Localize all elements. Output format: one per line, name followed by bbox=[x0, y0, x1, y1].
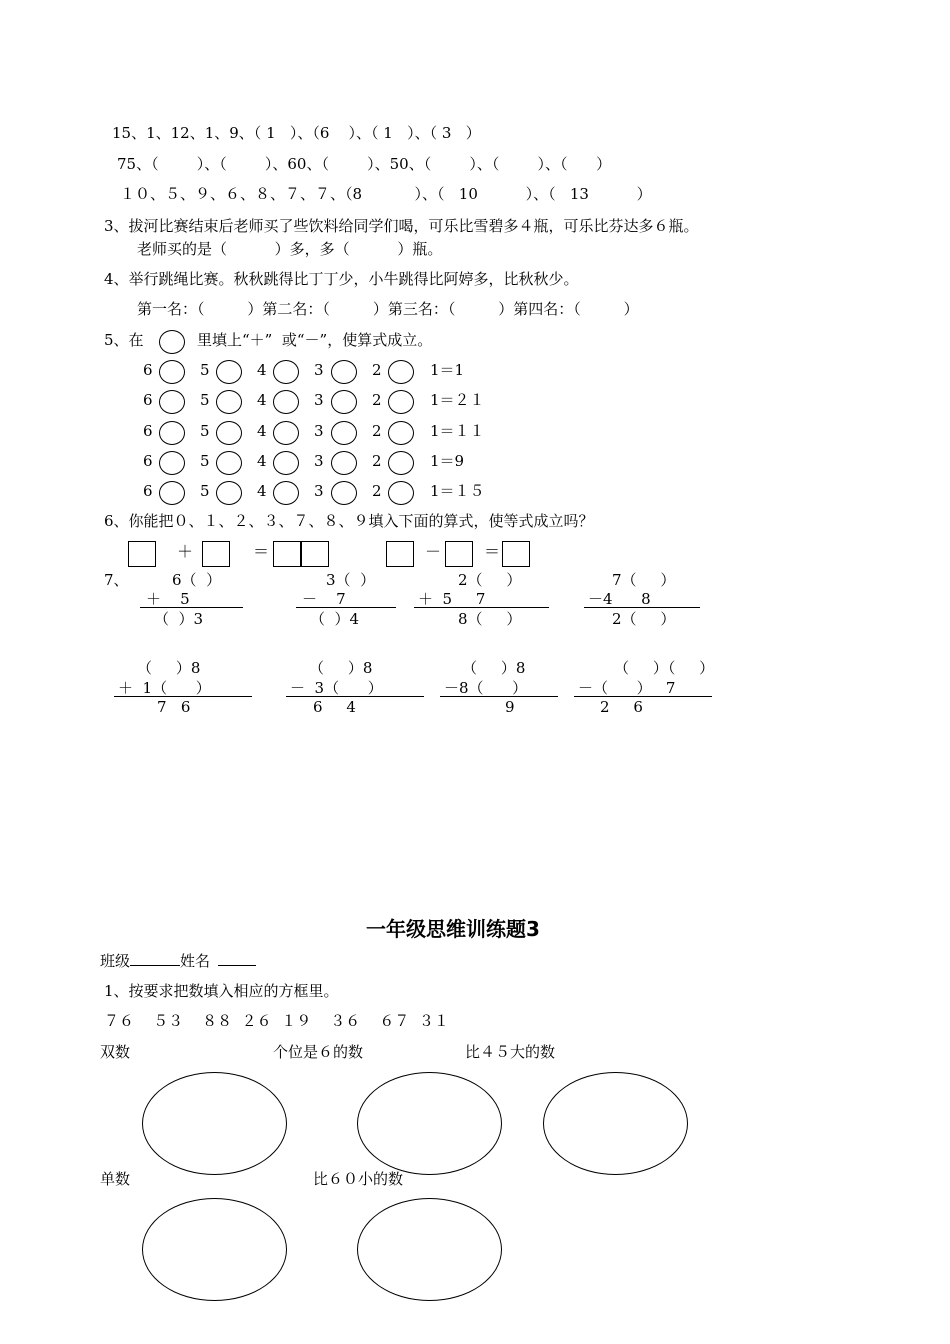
operand-number: 6 bbox=[143, 391, 153, 409]
equation-tail: 1＝１５ bbox=[430, 482, 485, 500]
operand-number: 5 bbox=[200, 482, 210, 500]
operand-number: 2 bbox=[372, 482, 382, 500]
vertical-problem-middle: ＋ 1（ ） bbox=[118, 679, 211, 697]
equation-tail: 1＝9 bbox=[430, 452, 465, 470]
operand-number: 4 bbox=[257, 391, 267, 409]
equation-tail: 1＝1 bbox=[430, 361, 465, 379]
operator-circle[interactable] bbox=[159, 421, 185, 445]
class-label: 班级 bbox=[100, 952, 131, 970]
operand-number: 2 bbox=[372, 391, 382, 409]
equals-sign: ＝ bbox=[253, 542, 270, 561]
operand-number: 4 bbox=[257, 482, 267, 500]
equals-sign: ＝ bbox=[484, 542, 501, 561]
operator-circle[interactable] bbox=[273, 451, 299, 475]
answer-oval-less-than-60[interactable] bbox=[357, 1198, 502, 1301]
operand-number: 6 bbox=[143, 361, 153, 379]
operand-number: 2 bbox=[372, 361, 382, 379]
operand-number: 3 bbox=[314, 452, 324, 470]
plus-sign: ＋ bbox=[177, 542, 194, 561]
vertical-problem-top: 3（ ） bbox=[326, 571, 376, 589]
answer-box[interactable] bbox=[445, 541, 473, 567]
operand-number: 3 bbox=[314, 361, 324, 379]
sum-line bbox=[286, 696, 424, 697]
vertical-problem-middle: －8（ ） bbox=[444, 679, 528, 697]
vertical-problem-result: 7 6 bbox=[157, 698, 191, 716]
vertical-problem-result: （ ）4 bbox=[310, 610, 360, 628]
number-list: ７６ ５３ ８８ ２６ １９ ３６ ６７ ３１ bbox=[104, 1012, 449, 1030]
operator-circle[interactable] bbox=[273, 481, 299, 505]
sum-line bbox=[114, 696, 252, 697]
answer-oval-odd[interactable] bbox=[142, 1198, 287, 1301]
operand-number: 4 bbox=[257, 452, 267, 470]
answer-box[interactable] bbox=[273, 541, 301, 567]
question-7-label: 7、 bbox=[104, 571, 129, 589]
answer-box[interactable] bbox=[202, 541, 230, 567]
operator-circle[interactable] bbox=[388, 421, 414, 445]
question-5-intro-a: 5、在 bbox=[104, 331, 144, 349]
operator-circle[interactable] bbox=[273, 390, 299, 414]
operator-circle[interactable] bbox=[216, 360, 242, 384]
vertical-problem-top: （ ）8 bbox=[462, 659, 526, 677]
minus-sign: － bbox=[425, 542, 442, 561]
operator-circle[interactable] bbox=[331, 360, 357, 384]
question-3-line-1: 3、拔河比赛结束后老师买了些饮料给同学们喝，可乐比雪碧多４瓶，可乐比芬达多６瓶。 bbox=[104, 217, 699, 235]
vertical-problem-result: 2（ ） bbox=[612, 610, 676, 628]
vertical-problem-middle: － 3（ ） bbox=[290, 679, 383, 697]
vertical-problem-top: 7（ ） bbox=[612, 571, 676, 589]
vertical-problem-top: （ ）（ ） bbox=[614, 659, 715, 677]
class-blank[interactable] bbox=[130, 951, 180, 966]
equation-tail: 1＝１１ bbox=[430, 422, 485, 440]
question-5-intro-b: 里填上“＋” 或“－”，使算式成立。 bbox=[197, 331, 433, 349]
operator-circle[interactable] bbox=[273, 360, 299, 384]
operand-number: 4 bbox=[257, 422, 267, 440]
operand-number: 3 bbox=[314, 422, 324, 440]
sum-line bbox=[584, 607, 700, 608]
operand-number: 6 bbox=[143, 482, 153, 500]
operator-circle[interactable] bbox=[159, 390, 185, 414]
vertical-problem-result: （ ）3 bbox=[154, 610, 204, 628]
operator-circle[interactable] bbox=[388, 451, 414, 475]
answer-box[interactable] bbox=[502, 541, 530, 567]
equation-tail: 1＝２１ bbox=[430, 391, 485, 409]
operand-number: 6 bbox=[143, 452, 153, 470]
operand-number: 4 bbox=[257, 361, 267, 379]
vertical-problem-middle: ＋ 5 7 bbox=[418, 590, 486, 608]
answer-oval-even[interactable] bbox=[142, 1072, 287, 1175]
operator-circle[interactable] bbox=[388, 360, 414, 384]
operator-circle[interactable] bbox=[216, 390, 242, 414]
operator-circle[interactable] bbox=[159, 360, 185, 384]
answer-box[interactable] bbox=[301, 541, 329, 567]
label-greater-than-45: 比４５大的数 bbox=[465, 1043, 556, 1061]
sequence-line-2: 75、（ ）、（ ）、60、（ ）、50、（ ）、（ ）、（ ） bbox=[117, 155, 612, 173]
vertical-problem-middle: －4 8 bbox=[588, 590, 651, 608]
vertical-problem-middle: － 7 bbox=[302, 590, 346, 608]
operator-circle[interactable] bbox=[159, 481, 185, 505]
operator-circle[interactable] bbox=[388, 481, 414, 505]
operator-circle[interactable] bbox=[331, 421, 357, 445]
operator-circle[interactable] bbox=[216, 451, 242, 475]
answer-oval-ones-digit-6[interactable] bbox=[357, 1072, 502, 1175]
question-6-text: 6、你能把０、１、２、３、７、８、９填入下面的算式，使等式成立吗？ bbox=[104, 512, 594, 530]
sequence-line-1: 15、1、12、1、9、（ 1 ）、（6 ）、（ 1 ）、（ 3 ） bbox=[112, 124, 481, 142]
operator-circle-example bbox=[159, 330, 185, 354]
section-title: 一年级思维训练题3 bbox=[366, 917, 540, 941]
vertical-problem-result: 2 6 bbox=[600, 698, 643, 716]
operator-circle[interactable] bbox=[331, 390, 357, 414]
operator-circle[interactable] bbox=[388, 390, 414, 414]
label-less-than-60: 比６０小的数 bbox=[313, 1170, 404, 1188]
sequence-line-3: １０、５、９、６、８、７、７、（8 ）、（ 10 ）、（ 13 ） bbox=[120, 185, 652, 203]
operator-circle[interactable] bbox=[331, 481, 357, 505]
operand-number: 5 bbox=[200, 391, 210, 409]
name-label: 姓名 bbox=[180, 952, 211, 970]
label-ones-digit-6: 个位是６的数 bbox=[273, 1043, 364, 1061]
question-4-line-1: 4、举行跳绳比赛。秋秋跳得比丁丁少，小牛跳得比阿婷多，比秋秋少。 bbox=[104, 270, 579, 288]
vertical-problem-top: 2（ ） bbox=[458, 571, 522, 589]
vertical-problem-result: 6 4 bbox=[313, 698, 356, 716]
sum-line bbox=[296, 607, 396, 608]
class-name-line bbox=[100, 951, 256, 970]
question-4-line-2: 第一名：（ ）第二名：（ ）第三名：（ ）第四名：（ ） bbox=[137, 300, 639, 318]
sum-line bbox=[574, 696, 712, 697]
answer-oval-greater-than-45[interactable] bbox=[543, 1072, 688, 1175]
operand-number: 5 bbox=[200, 422, 210, 440]
label-even-numbers: 双数 bbox=[100, 1043, 131, 1061]
answer-box[interactable] bbox=[386, 541, 414, 567]
operand-number: 3 bbox=[314, 482, 324, 500]
operand-number: 2 bbox=[372, 422, 382, 440]
answer-box[interactable] bbox=[128, 541, 156, 567]
operand-number: 5 bbox=[200, 361, 210, 379]
question-3-line-2: 老师买的是（ ）多，多（ ）瓶。 bbox=[137, 240, 443, 258]
label-odd-numbers: 单数 bbox=[100, 1170, 131, 1188]
operand-number: 2 bbox=[372, 452, 382, 470]
operator-circle[interactable] bbox=[159, 451, 185, 475]
operator-circle[interactable] bbox=[216, 421, 242, 445]
vertical-problem-result: 8（ ） bbox=[458, 610, 522, 628]
vertical-problem-middle: －（ ） 7 bbox=[578, 679, 676, 697]
operator-circle[interactable] bbox=[216, 481, 242, 505]
operand-number: 5 bbox=[200, 452, 210, 470]
vertical-problem-top: 6（ ） bbox=[172, 571, 222, 589]
sum-line bbox=[140, 607, 243, 608]
vertical-problem-top: （ ）8 bbox=[137, 659, 201, 677]
operand-number: 3 bbox=[314, 391, 324, 409]
vertical-problem-top: （ ）8 bbox=[309, 659, 373, 677]
sum-line bbox=[440, 696, 558, 697]
operator-circle[interactable] bbox=[273, 421, 299, 445]
operator-circle[interactable] bbox=[331, 451, 357, 475]
vertical-problem-result: 9 bbox=[505, 698, 515, 716]
name-blank[interactable] bbox=[218, 951, 256, 966]
section-question-1: 1、按要求把数填入相应的方框里。 bbox=[104, 982, 339, 1000]
vertical-problem-middle: ＋ 5 bbox=[146, 590, 190, 608]
sum-line bbox=[414, 607, 549, 608]
operand-number: 6 bbox=[143, 422, 153, 440]
